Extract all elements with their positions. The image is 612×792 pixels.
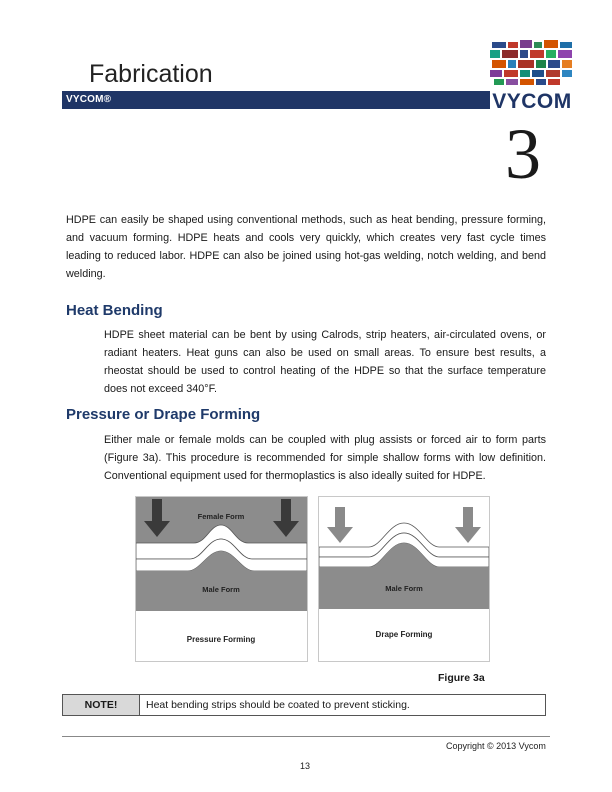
- pressure-forming-heading: Pressure or Drape Forming: [66, 406, 261, 423]
- header-brand-text: VYCOM®: [66, 94, 112, 105]
- page-title: Fabrication: [89, 60, 213, 88]
- vycom-logo: [486, 40, 578, 112]
- logo-mosaic-icon: [490, 40, 572, 85]
- pressure-forming-paragraph: Either male or female molds can be coupled with plug assists or forced air to form parts (Figure 3a). This procedure is recommended for simple shallow forms with low definition. Conventional equipment used for thermoplastics is also ideally suited for HDPE.: [104, 434, 546, 482]
- heat-bending-paragraph: HDPE sheet material can be bent by using Calrods, strip heaters, air-circulated ovens, or radiant heaters. Heat guns can also be used on small areas. To ensure best results, a rheostat should be used to control heating of the HDPE so that the surface temperature does not exceed 340°F.: [104, 329, 546, 395]
- chapter-number: 3: [505, 114, 541, 194]
- pressure-forming-diagram: [135, 496, 308, 662]
- heat-bending-heading: Heat Bending: [66, 302, 163, 319]
- female-form-label: Female Form: [197, 512, 245, 521]
- note-text: Heat bending strips should be coated to prevent sticking.: [146, 699, 410, 711]
- note-label: NOTE!: [63, 695, 140, 715]
- drape-forming-caption: Drape Forming: [375, 630, 433, 639]
- logo-wordmark: VYCOM: [492, 90, 572, 112]
- pressure-forming-caption: Pressure Forming: [186, 635, 256, 644]
- header-band: [62, 91, 490, 109]
- male-form-label: Male Form: [385, 584, 423, 593]
- page-number: 13: [300, 761, 311, 771]
- drape-forming-diagram: [318, 496, 490, 662]
- figure-caption: Figure 3a: [438, 672, 485, 684]
- note-box: [62, 694, 546, 716]
- male-form-label: Male Form: [202, 585, 240, 594]
- copyright-text: Copyright © 2013 Vycom: [446, 741, 546, 751]
- footer-divider: [62, 736, 550, 737]
- intro-paragraph: HDPE can easily be shaped using conventional methods, such as heat bending, pressure forming, and vacuum forming. HDPE heats and cools very quickly, which creates very fast cycle times leading to reduced labor. HDPE can also be joined using hot-gas welding, notch welding, and bend welding.: [66, 214, 546, 280]
